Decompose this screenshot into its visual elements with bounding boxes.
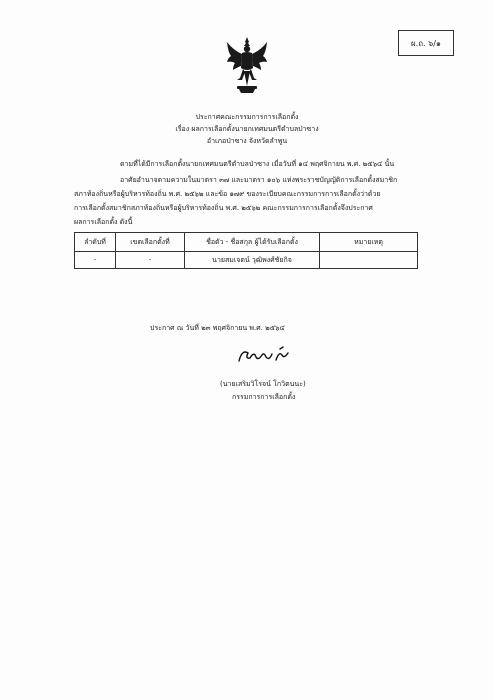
signatory-title: กรรมการการเลือกตั้ง — [232, 393, 296, 401]
form-code-box: ผ.ถ. ๖/๑ — [398, 30, 454, 56]
cell-winner-name: นายสมเจตน์ วุฒิพงศ์ชัยกิจ — [185, 252, 320, 269]
garuda-emblem-icon — [225, 36, 269, 94]
paragraph-2-line-4: ผลการเลือกตั้ง ดังนี้ — [74, 218, 133, 226]
paragraph-2-line-1: อาศัยอำนาจตามความในมาตรา ๓๗ และมาตรา ๑๐๖ แห่งพระราชบัญญัติการเลือกตั้งสมาชิก — [120, 176, 398, 184]
cell-order: - — [75, 252, 116, 269]
table-row — [75, 252, 418, 269]
paragraph-1: ตามที่ได้มีการเลือกตั้งนายกเทศมนตรีตำบลป่าซาง เมื่อวันที่ ๑๔ พฤศจิกายน พ.ศ. ๒๕๖๔ นั้น — [120, 160, 395, 168]
cell-remark — [320, 252, 418, 269]
election-results-table — [74, 232, 418, 269]
column-header-order: ลำดับที่ — [75, 233, 116, 252]
table-header-row — [75, 233, 418, 252]
column-header-district: เขตเลือกตั้งที่ — [116, 233, 185, 252]
paragraph-2-line-3: การเลือกตั้งสมาชิกสภาท้องถิ่นหรือผู้บริหารท้องถิ่น พ.ศ. ๒๕๖๒ คณะกรรมการการเลือกตั้งจึงประกาศ — [74, 204, 373, 212]
column-header-remark: หมายเหตุ — [320, 233, 418, 252]
column-header-name: ชื่อตัว - ชื่อสกุล ผู้ได้รับเลือกตั้ง — [185, 233, 320, 252]
signatory-name: (นายเสริมวิโรจน์ โกวิตนนะ) — [220, 380, 306, 388]
cell-district: - — [116, 252, 185, 269]
announcement-title: ประกาศคณะกรรมการการเลือกตั้ง — [195, 113, 299, 121]
announce-date: ประกาศ ณ วันที่ ๒๓ พฤศจิกายน พ.ศ. ๒๕๖๔ — [150, 324, 285, 332]
signature-image — [236, 345, 292, 367]
announcement-location: อำเภอป่าซาง จังหวัดลำพูน — [206, 137, 288, 145]
announcement-subject: เรื่อง ผลการเลือกตั้งนายกเทศมนตรีตำบลป่าซาง — [175, 125, 319, 133]
paragraph-2-line-2: สภาท้องถิ่นหรือผู้บริหารท้องถิ่น พ.ศ. ๒๕๖๒ และข้อ ๑๗๙ ของระเบียบคณะกรรมการการเลือกตั้งว่าด้วย — [74, 190, 381, 198]
